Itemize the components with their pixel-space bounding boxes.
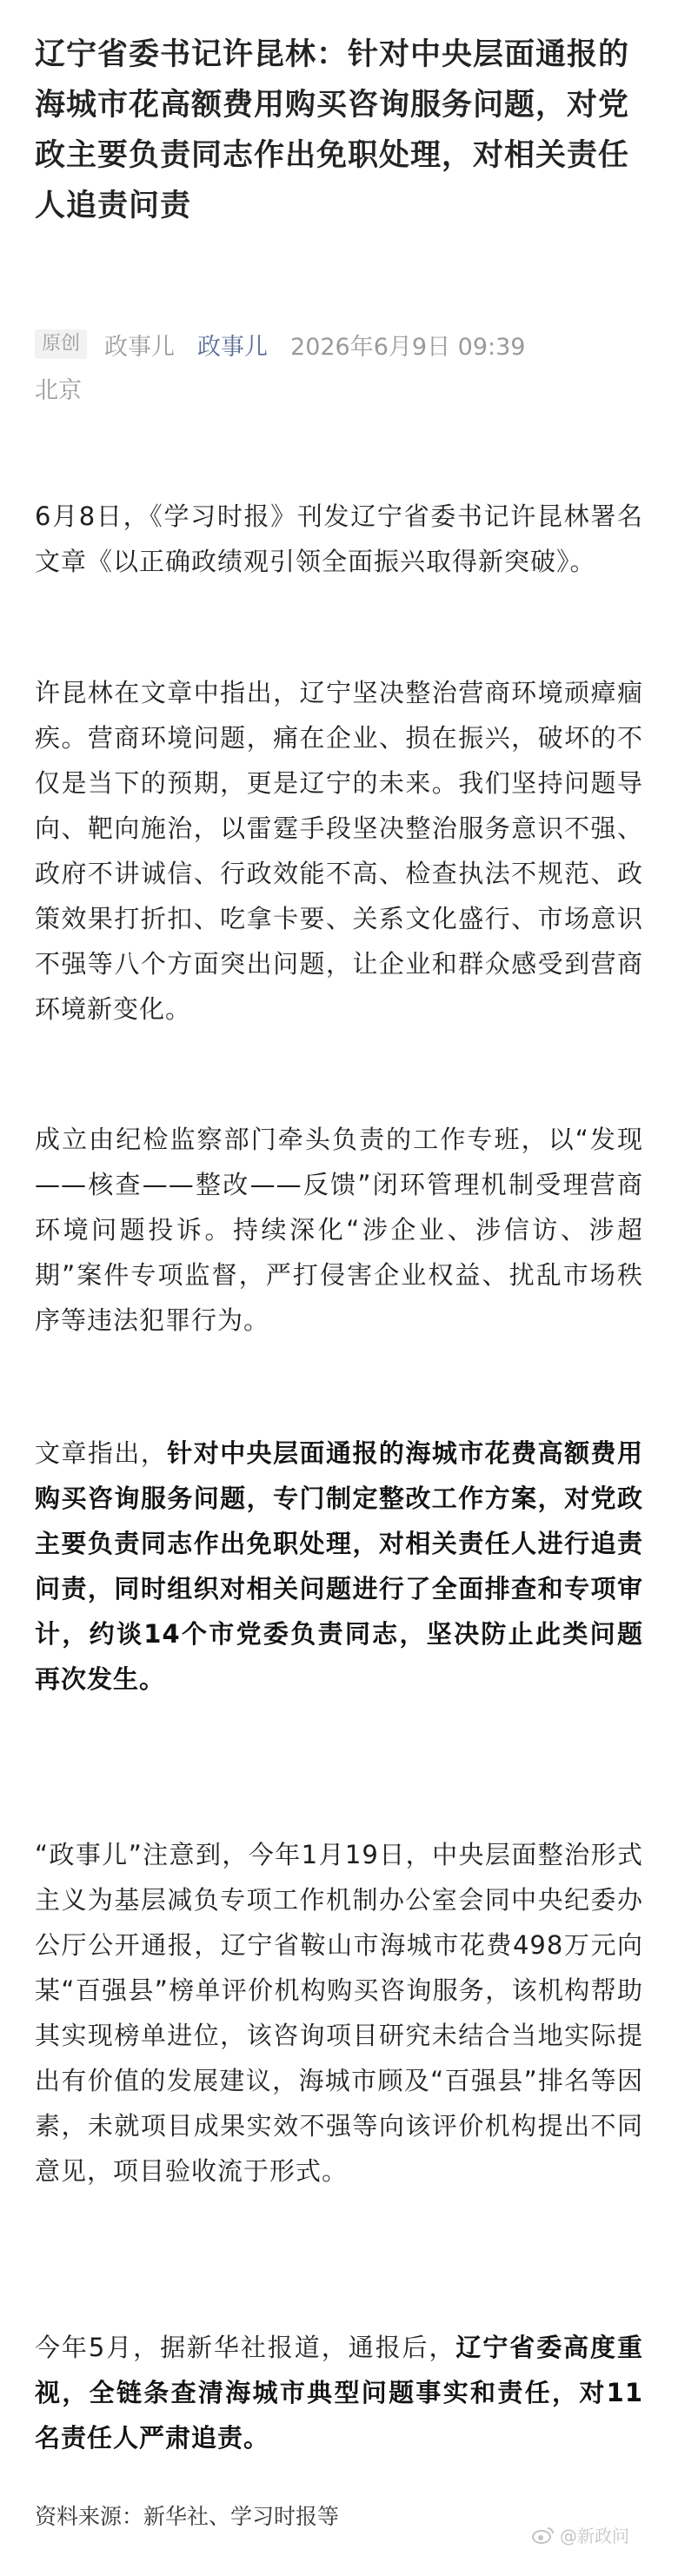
paragraph-3: 成立由纪检监察部门牵头负责的工作专班，以“发现——核查——整改——反馈”闭环管理机制受理营商环境问题投诉。持续深化“涉企业、涉信访、涉超期”案件专项监督，严打侵害企业权益、扰乱市场秩序等违法犯罪行为。 xyxy=(35,1125,643,1335)
paragraph-4-lead: 文章指出， xyxy=(35,1438,168,1468)
paragraph-4-bold: 针对中央层面通报的海城市花费高额费用购买咨询服务问题，专门制定整改工作方案，对党政主要负责同志作出免职处理，对相关责任人进行追责问责，同时组织对相关问题进行了全面排查和专项审计，约谈14个市党委负责同志，坚决防止此类问题再次发生。 xyxy=(35,1438,643,1694)
author-name: 政事儿 xyxy=(104,333,176,361)
paragraph-2: 许昆林在文章中指出，辽宁坚决整治营商环境顽瘴痼疾。营商环境问题，痛在企业、损在振兴，破坏的不仅是当下的预期，更是辽宁的未来。我们坚持问题导向、靶向施治，以雷霆手段坚决整治服务意识不强、政府不讲诚信、行政效能不高、检查执法不规范、政策效果打折扣、吃拿卡要、关系文化盛行、市场意识不强等八个方面突出问题，让企业和群众感受到营商环境新变化。 xyxy=(35,678,643,1024)
source-note: 资料来源：新华社、学习时报等 xyxy=(35,2504,340,2529)
publish-date: 2026年6月9日 09:39 xyxy=(290,333,526,361)
paragraph-6-bold: 辽宁省委高度重视，全链条查清海城市典型问题事实和责任，对11名责任人严肃追责。 xyxy=(35,2333,643,2453)
paragraph-1: 6月8日，《学习时报》刊发辽宁省委书记许昆林署名文章《以正确政绩观引领全面振兴取得新突破》。 xyxy=(35,501,643,576)
publish-location: 北京 xyxy=(35,377,82,404)
paragraph-4 xyxy=(35,1431,643,1702)
paragraph-6 xyxy=(35,2325,643,2460)
watermark xyxy=(532,2522,629,2547)
paragraph-6-lead: 今年5月，据新华社报道，通报后， xyxy=(35,2333,456,2362)
account-link[interactable]: 政事儿 xyxy=(197,333,269,361)
article-meta xyxy=(35,327,643,362)
article-title: 辽宁省委书记许昆林：针对中央层面通报的海城市花高额费用购买咨询服务问题，对党政主要负责同志作出免职处理，对相关责任人追责问责 xyxy=(35,37,630,223)
weibo-logo-icon xyxy=(532,2526,555,2545)
watermark-text: @新政问 xyxy=(560,2526,629,2546)
paragraph-5: “政事儿”注意到，今年1月19日，中央层面整治形式主义为基层减负专项工作机制办公室会同中央纪委办公厅公开通报，辽宁省鞍山市海城市花费498万元向某“百强县”榜单评价机构购买咨询服务，该机构帮助其实现榜单进位，该咨询项目研究未结合当地实际提出有价值的发展建议，海城市顾及“百强县”排名等因素，未就项目成果实效不强等向该评价机构提出不同意见，项目验收流于形式。 xyxy=(35,1840,643,2186)
original-badge: 原创 xyxy=(35,329,87,359)
